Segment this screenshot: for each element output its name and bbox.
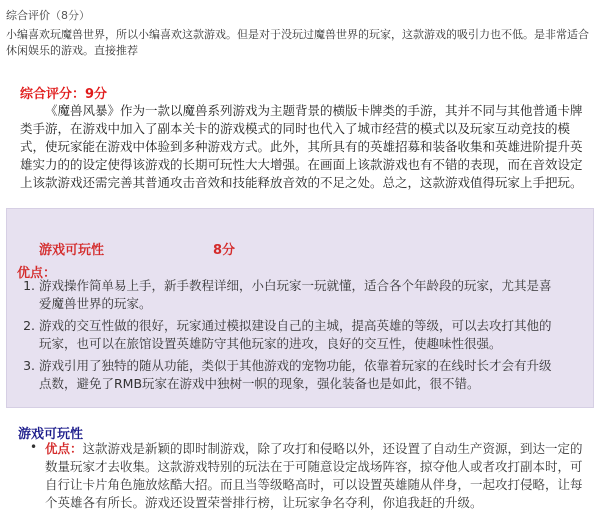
summary-review-score: （8分）: [50, 9, 90, 22]
playability-box: [6, 208, 594, 408]
pros-label-2: 优点：: [45, 441, 83, 456]
overall-rating-title: 综合评分：9分: [20, 87, 108, 102]
playability-score: 8分: [213, 243, 236, 258]
overall-rating-paragraph: 《魔兽风暴》作为一款以魔兽系列游戏为主题背景的横版卡牌类的手游，其并不同与其他普通卡牌类手游，在游戏中加入了副本关卡的游戏模式的同时也代入了城市经营的模式以及玩家互动竞技的模式，使玩家能在游戏中体验到多种游戏方式。此外，其所具有的英雄招募和装备收集和英雄进阶提升英雄实力的的设定使得该游戏的长期可玩性大大增强。在画面上该款游戏也有不错的表现，而在音效设定上该款游戏还需完善其普通攻击音效和技能释放音效的不足之处。总之，这款游戏值得玩家上手把玩。: [20, 103, 583, 190]
pros-paragraph: [45, 440, 583, 512]
pros-list: [7, 277, 559, 397]
summary-review-text: 小编喜欢玩魔兽世界，所以小编喜欢这款游戏。但是对于没玩过魔兽世界的玩家，这款游戏的吸引力也不低。是非常适合休闲娱乐的游戏。直接推荐: [6, 28, 589, 57]
pros-label: 优点：: [17, 266, 57, 281]
summary-review-title: 综合评价: [6, 9, 50, 22]
summary-review-section: [0, 0, 600, 68]
list-item: 1. 游戏操作简单易上手，新手教程详细，小白玩家一玩就懂，适合各个年龄段的玩家，尤其是喜爱魔兽世界的玩家。: [39, 277, 559, 313]
summary-review-heading: [6, 7, 90, 23]
list-item: 2. 游戏的交互性做的很好，玩家通过模拟建设自己的主城，提高英雄的等级，可以去攻打其他的玩家，也可以在旅馆设置英雄防守其他玩家的进攻，良好的交互性，使趣味性很强。: [39, 317, 559, 353]
bullet-icon: •: [30, 440, 38, 454]
playability-title-2: 游戏可玩性: [18, 427, 84, 442]
overall-rating-section: [0, 70, 600, 210]
pros-text: 这款游戏是新颖的即时制游戏，除了攻打和侵略以外，还设置了自动生产资源，到达一定的数量玩家才去收集。这款游戏特别的玩法在于可随意设定战场阵容，掠夺他人或者攻打副本时，可自行让卡片角色施放炫酷大招。而且当等级略高时，可以设置英雄随从伴身，一起攻打侵略，让每个英雄各有所长。游戏还设置荣誉排行榜，让玩家争名夺利，你追我赶的升级。: [45, 441, 583, 510]
playability-section-2: [0, 416, 600, 521]
list-item: 3. 游戏引用了独特的随从功能，类似于其他游戏的宠物功能，依靠着玩家的在线时长才会有升级点数，避免了RMB玩家在游戏中独树一帜的现象，强化装备也是如此，很不错。: [39, 357, 559, 393]
playability-header: 游戏可玩性: [39, 243, 105, 258]
